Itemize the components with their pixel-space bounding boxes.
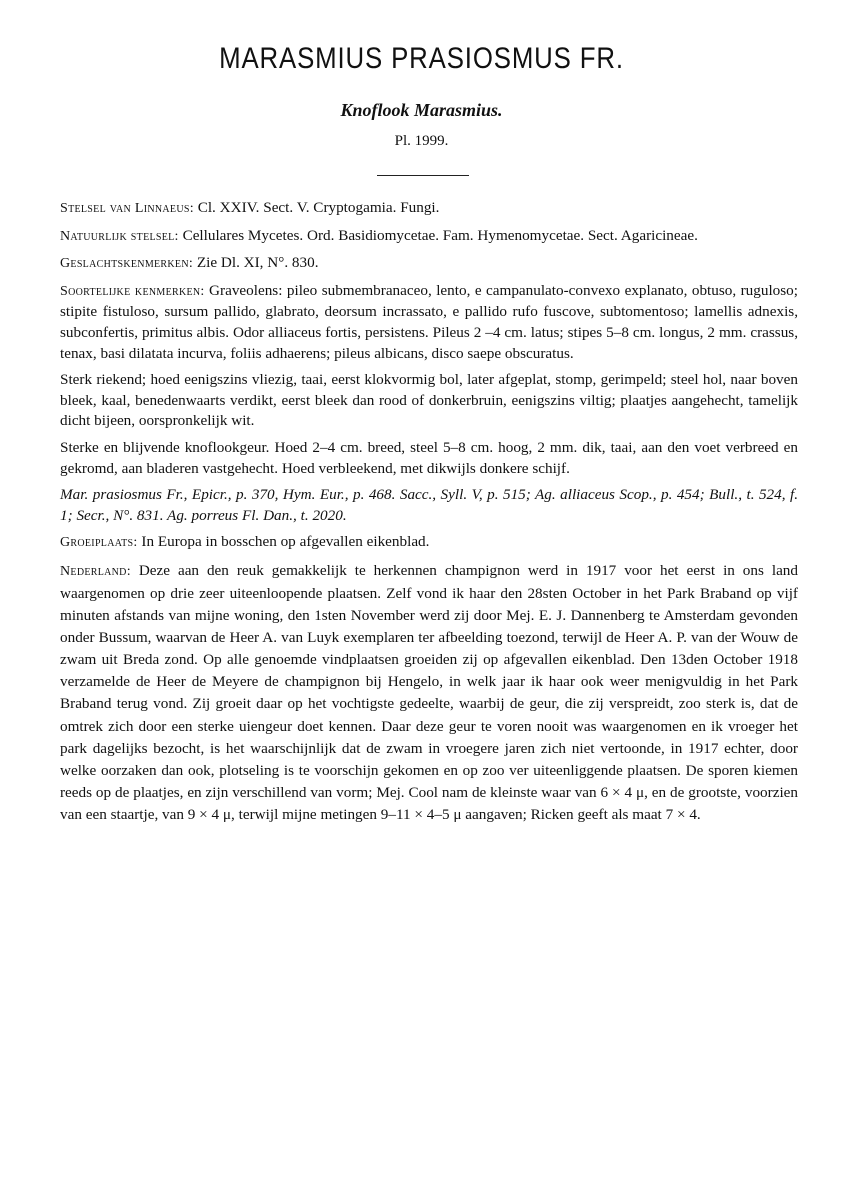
section-label: Groeiplaats: xyxy=(60,535,138,551)
section-geslacht xyxy=(60,253,798,275)
section-label: Geslachtskenmerken: xyxy=(60,256,194,272)
section-text: Deze aan den reuk gemakkelijk te herkennen champignon werd in 1917 voor het eerst in ons land waargenomen op drie zeer uiteenloopende plaatsen. Zelf vond ik haar den 28sten October in het Park Braband op vijf minuten afstands van mijne woning, den 1sten November werd zij door Mej. E. J. Dannenberg te Amsterdam gevonden onder Bussum, waarvan de Heer A. van Luyk exemplaren ter afbeelding toezond, terwijl de Heer A. P. van der Wouw de zwam uit Breda zond. Op alle genoemde vindplaatsen groeiden zij op afgevallen eikenblad. Den 13den October 1918 verzamelde de Heer de Meyere de champignon bij Hengelo, in welk jaar ik haar ook weer menigvuldig in het Park Braband terug vond. Zij groeit daar op het vochtigste gedeelte, waarbij de geur, die zij verspreidt, zoo sterk is, dat de omtrek zich door een sterke uiengeur doet kennen. Daar deze geur te voren nooit was waargenomen en ik vroeger het park dagelijks bezocht, is het waarschijnlijk dat de zwam in vroegere jaren zich niet vertoonde, in 1917 echter, door welke oorzaken dan ook, plotseling is te voorschijn gekomen en op zoo ver uiteenliggende plaatsen. De sporen kiemen reeds op de plaatjes, en zijn verschillend van vorm; Mej. Cool nam de kleinste waar van 6 × 4 μ, en de grootste, voorzien van een staartje, van 9 × 4 μ, terwijl mijne metingen 9–11 × 4–5 μ aangaven; Ricken geeft als maat 7 × 4. xyxy=(60,561,798,823)
section-text: In Europa in bosschen op afgevallen eikenblad. xyxy=(141,533,430,551)
section-label: Soortelijke kenmerken: xyxy=(60,283,205,299)
references: Mar. prasiosmus Fr., Epicr., p. 370, Hym. Eur., p. 468. Sacc., Syll. V, p. 515; Ag. alliaceus Scop., p. 454; Bull., t. 524, f. 1; Secr., N°. 831. Ag. porreus Fl. Dan., t. 2020. xyxy=(60,486,798,524)
document-body xyxy=(60,198,798,832)
section-label: Natuurlijk stelsel: xyxy=(60,228,179,244)
section-soort xyxy=(60,281,798,364)
paragraph-summary: Sterke en blijvende knoflookgeur. Hoed 2–4 cm. breed, steel 5–8 cm. hoog, 2 mm. dik, taai, aan den voet verbreed en gekromd, aan bladeren vastgehecht. Hoed verbleekend, met dikwijls donkere schijf. xyxy=(60,438,798,477)
section-natuurlijk xyxy=(60,226,798,248)
plate-number: Pl. 1999. xyxy=(394,133,449,149)
section-text: Cellulares Mycetes. Ord. Basidiomycetae. Fam. Hymenomycetae. Sect. Agaricineae. xyxy=(182,226,698,244)
section-label: Stelsel van Linnaeus: xyxy=(60,201,194,216)
section-groeiplaats xyxy=(60,532,798,554)
section-text: Graveolens: pileo submembranaceo, lento, e campanulato-convexo explanato, obtuso, ruguloso; stipite fistuloso, sursum pallido, glabrato, deorsum incrassato, e pallido rufo fuscove, subtomentoso; lamellis adnexis, subconfertis, primitus albis. Odor alliaceus fortis, persistens. Pileus 2 –4 cm. latus; stipes 5–8 cm. longus, 2 mm. crassus, tenax, basi dilatata incurva, foliis adhaerens; pileus albicans, disco saepe obscuratus. xyxy=(60,281,798,362)
common-name: Knoflook Marasmius. xyxy=(340,100,503,120)
section-label: Nederland: xyxy=(60,563,131,579)
title-divider xyxy=(377,175,469,176)
page-title: MARASMIUS PRASIOSMUS FR. xyxy=(219,42,624,75)
section-text: Cl. XXIV. Sect. V. Cryptogamia. Fungi. xyxy=(197,199,440,216)
section-linnaeus xyxy=(60,198,798,220)
section-nederland xyxy=(60,560,798,826)
section-text: Zie Dl. XI, N°. 830. xyxy=(196,254,319,272)
paragraph-description: Sterk riekend; hoed eenigszins vliezig, taai, eerst klokvormig bol, later afgeplat, stomp, gerimpeld; steel hol, naar boven bleek, kaal, benedenwaarts verdikt, eerst bleek dan rood of donkerbruin, eenigszins viltig; plaatjes aangehecht, tamelijk dicht bijeen, oorspronkelijk wit. xyxy=(60,371,798,430)
